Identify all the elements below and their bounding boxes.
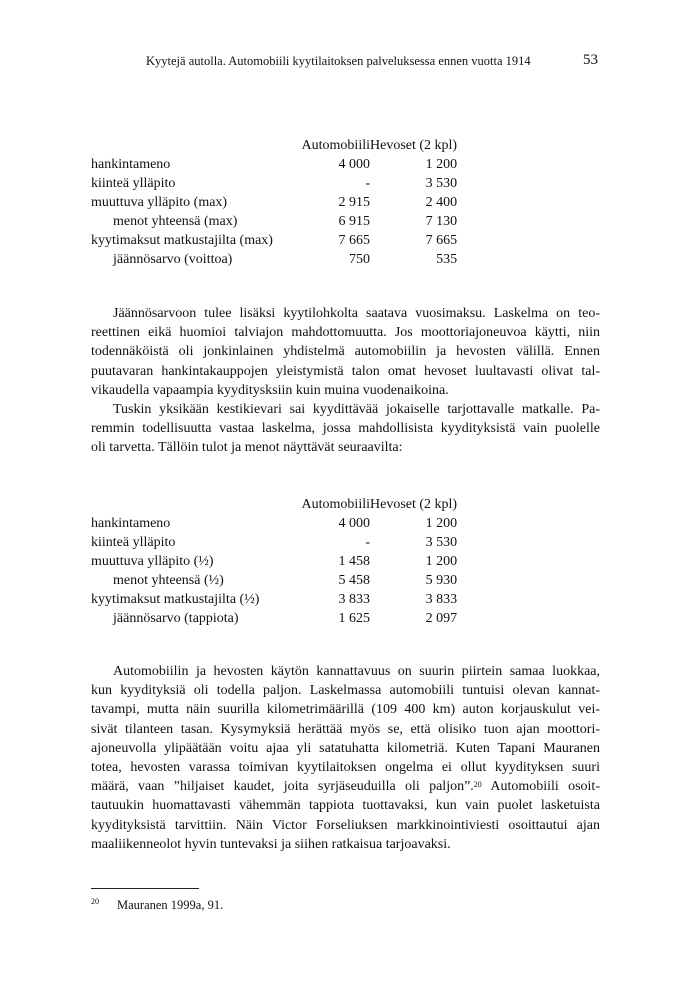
table-row <box>91 590 457 609</box>
footnote-text: Mauranen 1999a, 91. <box>117 898 224 912</box>
text-line: sivät tilanteen tasan. Kysymyksiä herättää myös se, että olisiko tuon ajan moottori- <box>91 721 600 737</box>
text-line: reettinen eikä huomioi talviajon mahdottomuutta. Jos moottoriajoneuvoa käytti, niin <box>91 325 600 341</box>
page-header <box>0 52 692 72</box>
table-row <box>91 174 457 193</box>
row-label: jäännösarvo (voittoa) <box>113 252 233 267</box>
row-label: jäännösarvo (tappiota) <box>113 611 239 626</box>
text-line: tavampi, mutta näin suurilla kilometrimäärillä (109 400 km) auton korjauskulut vei- <box>91 702 600 718</box>
text-line: tautuukin huomattavasti vähemmän tappiota tuottavaksi, kun vain puolet lasketuista <box>91 798 600 814</box>
table-row <box>91 155 457 174</box>
row-label: kyytimaksut matkustajilta (max) <box>91 233 273 248</box>
automobile-value: 750 <box>349 252 370 267</box>
automobile-value: 1 625 <box>338 611 370 626</box>
horses-value: 535 <box>436 252 458 267</box>
footnote-divider <box>91 888 199 889</box>
automobile-value: 5 458 <box>338 573 370 588</box>
row-label: menot yhteensä (max) <box>113 214 238 229</box>
table-row <box>91 231 457 250</box>
paragraph-2 <box>91 400 600 458</box>
automobile-value: 3 833 <box>338 592 370 607</box>
horses-value: 5 930 <box>425 573 458 588</box>
text-line: totea, hevosten varassa toimivan kyytilaitoksen ongelma ei ollut kyydityksen suuri <box>91 759 600 775</box>
text-line: maaliikenneolot hyvin tuntevaksi ja siihen ratkaisua tarjoavaksi. <box>91 836 451 852</box>
table-header-row <box>91 495 457 514</box>
horses-value: 3 833 <box>425 592 458 607</box>
text-line: vikaudella vapaampia kyyditysksiin kuin muina vuodenaikoina. <box>91 382 449 398</box>
row-label: kyytimaksut matkustajilta (½) <box>91 592 260 607</box>
automobile-value: 6 915 <box>338 214 370 229</box>
table-row <box>91 212 457 231</box>
horses-value: 7 130 <box>425 214 458 229</box>
row-label: muuttuva ylläpito (½) <box>91 554 214 569</box>
table-header-empty <box>91 136 296 155</box>
text-line: Jäännösarvoon tulee lisäksi kyytilohkolta saatava vuosimaksu. Laskelma on teo- <box>113 306 600 321</box>
row-label: kiinteä ylläpito <box>91 176 176 191</box>
footnote <box>91 898 223 913</box>
row-label: menot yhteensä (½) <box>113 573 224 588</box>
text-line: remmin todellisuutta vastaa laskelma, jossa mahdollisista kyydityksistä vain puolelle <box>91 421 600 437</box>
text-line: Automobiilin ja hevosten käytön kannattavuus on suurin piirtein samaa luokkaa, <box>113 664 600 679</box>
column-header-horses: Hevoset (2 kpl) <box>370 138 458 153</box>
horses-value: 2 097 <box>425 611 458 626</box>
row-label: hankintameno <box>91 516 171 531</box>
page-number: 53 <box>583 52 598 68</box>
text-line-with-footnote-ref <box>91 777 600 796</box>
horses-value: 1 200 <box>425 516 458 531</box>
table-row <box>91 609 457 628</box>
column-header-automobile: Automobiili <box>301 497 370 512</box>
horses-value: 2 400 <box>425 195 458 210</box>
text-line: Tuskin yksikään kestikievari sai kyydittävää jokaiselle tarjottavalle matkalle. Pa- <box>113 402 600 417</box>
automobile-value: 2 915 <box>338 195 370 210</box>
running-head: Kyytejä autolla. Automobiili kyytilaitoksen palveluksessa ennen vuotta 1914 <box>146 54 531 68</box>
row-label: hankintameno <box>91 157 171 172</box>
automobile-value: 4 000 <box>338 516 370 531</box>
text-segment: määrä, vaan ”hiljaiset kaudet, joita syrjäseuduilla oli paljon”. <box>91 779 474 795</box>
paragraph-3 <box>91 662 600 854</box>
automobile-value: - <box>365 176 370 191</box>
horses-value: 3 530 <box>425 535 458 550</box>
text-line: todennäköistä oli jonkinlainen yhdistelmä automobiilin ja hevosten välillä. Ennen <box>91 344 600 360</box>
text-segment: Automobiili osoit- <box>481 779 600 795</box>
text-line: ajoneuvolla ylipäätään voitu ajaa yli satatuhatta kilometriä. Kuten Tapani Mauranen <box>91 740 600 756</box>
automobile-value: - <box>365 535 370 550</box>
cost-table-max <box>91 136 457 269</box>
text-line: oli tarvetta. Tällöin tulot ja menot näyttävät seuraavilta: <box>91 440 403 456</box>
horses-value: 1 200 <box>425 157 458 172</box>
row-label: kiinteä ylläpito <box>91 535 176 550</box>
footnote-reference[interactable]: 20 <box>473 780 482 790</box>
column-header-horses: Hevoset (2 kpl) <box>370 497 458 512</box>
paragraph-1 <box>91 304 600 400</box>
table-row <box>91 514 457 533</box>
table-row <box>91 533 457 552</box>
table-header-row <box>91 136 457 155</box>
automobile-value: 7 665 <box>338 233 370 248</box>
automobile-value: 1 458 <box>338 554 370 569</box>
footnote-number: 20 <box>91 897 99 906</box>
horses-value: 3 530 <box>425 176 458 191</box>
cost-table-half <box>91 495 457 628</box>
table-row <box>91 193 457 212</box>
table-header-empty <box>91 495 296 514</box>
table-row <box>91 552 457 571</box>
table-row <box>91 571 457 590</box>
text-line: puutavaran hankintakauppojen yleistymistä talon omat hevoset luultavasti olivat tal- <box>91 363 600 379</box>
horses-value: 7 665 <box>425 233 458 248</box>
text-line: kyydityksistä tarvittiin. Näin Victor Forseliuksen markkinointiviesti osoittautui ajan <box>91 817 600 833</box>
column-header-automobile: Automobiili <box>301 138 370 153</box>
automobile-value: 4 000 <box>338 157 370 172</box>
row-label: muuttuva ylläpito (max) <box>91 195 228 210</box>
table-row <box>91 250 457 269</box>
text-line: kun kyydityksiä oli todella paljon. Laskelmassa automobiili tuntuisi olevan kannat- <box>91 683 600 699</box>
horses-value: 1 200 <box>425 554 458 569</box>
